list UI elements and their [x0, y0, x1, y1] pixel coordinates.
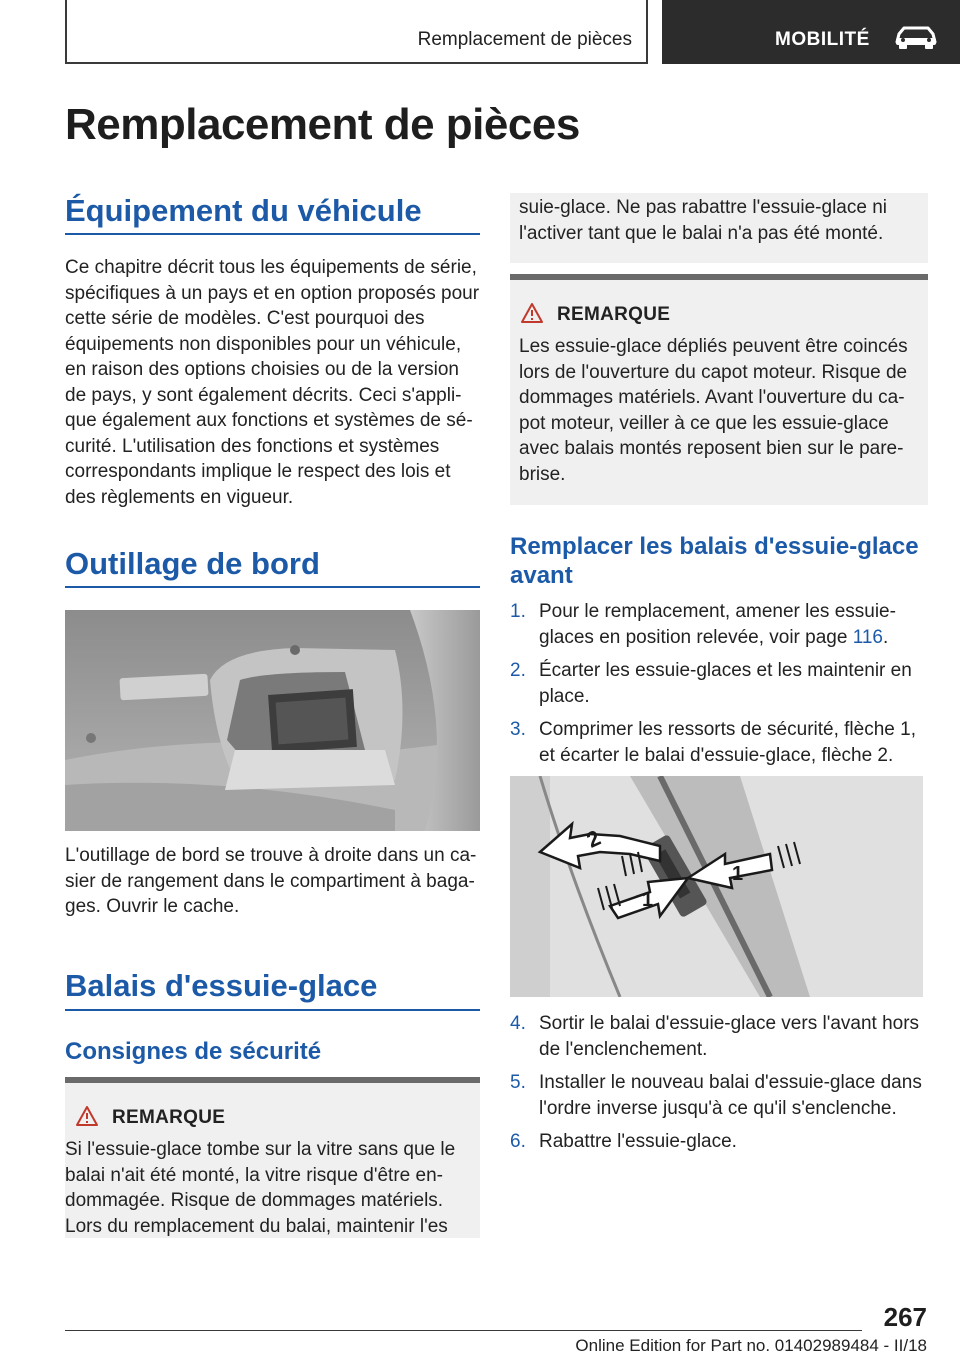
- header-chapter-tab[interactable]: [662, 0, 960, 64]
- step-number: 1.: [510, 601, 526, 622]
- list-item: [510, 658, 928, 709]
- steps-list-a: [510, 599, 928, 768]
- page-title: Remplacement de pièces: [65, 100, 580, 149]
- note-label: REMARQUE: [112, 1107, 226, 1128]
- list-item: [510, 599, 928, 650]
- heading-equipement: Équipement du véhicule: [65, 193, 422, 228]
- note-text: Les essuie-glace dépliés peuvent être coincés lors de l'ouverture du capot moteur. Risque de dommages matériels. Avant l'ouverture du capot moteur, veiller à ce que les essuie-glace avec balais montés reposent bien sur le pare-brise.: [519, 336, 908, 485]
- heading-consignes: Consignes de sécurité: [65, 1038, 322, 1065]
- step-number: 6.: [510, 1131, 526, 1152]
- page-number: 267: [883, 1302, 927, 1332]
- page-link[interactable]: 116: [852, 626, 883, 648]
- arrow-label: 2: [582, 824, 605, 853]
- warning-icon: [520, 302, 544, 324]
- note-box: [65, 1083, 480, 1238]
- step-text: Rabattre l'essuie-glace.: [539, 1131, 737, 1152]
- step-number: 2.: [510, 660, 526, 681]
- step-number: 4.: [510, 1013, 526, 1034]
- list-item: [510, 717, 928, 768]
- step-number: 3.: [510, 719, 526, 740]
- wiper-figure: [510, 776, 923, 997]
- car-icon: [894, 24, 938, 50]
- step-text-end: .: [883, 626, 889, 648]
- header-section-box: [65, 0, 648, 64]
- step-number: 5.: [510, 1072, 526, 1093]
- footer-edition: Online Edition for Part no. 01402989484 - II/18: [575, 1336, 927, 1355]
- heading-rule: [65, 1009, 480, 1011]
- note-text: Si l'essuie-glace tombe sur la vitre sans que le balai n'ait été monté, la vitre risque d'être endommagée. Risque de dommages matériels. Lors du remplacement du balai, maintenir l'es: [65, 1139, 456, 1237]
- step-text: Comprimer les ressorts de sécurité, flèche 1, et écarter le balai d'essuie-glace, flèche 2.: [539, 719, 916, 766]
- step-text: Sortir le balai d'essuie-glace vers l'avant hors de l'enclenchement.: [539, 1013, 920, 1060]
- note-box: [510, 280, 928, 505]
- heading-balais: Balais d'essuie-glace: [65, 968, 378, 1003]
- step-text: Écarter les essuie-glaces et les maintenir en place.: [539, 660, 912, 707]
- step-text: Pour le remplacement, amener les essuie-glaces en position relevée, voir page: [539, 601, 896, 648]
- step-text: Installer le nouveau balai d'essuie-glace dans l'ordre inverse jusqu'à ce qu'il s'enclenche.: [539, 1072, 922, 1119]
- arrow-label: 1: [642, 889, 654, 911]
- header-chapter-label: MOBILITÉ: [775, 29, 870, 50]
- steps-list-b: [510, 1011, 928, 1155]
- warning-icon: [75, 1105, 99, 1127]
- heading-remplacer: Remplacer les balais d'essuie-glace avant: [510, 533, 919, 589]
- heading-rule: [65, 233, 480, 235]
- note-text-continued: suie-glace. Ne pas rabattre l'essuie-glace ni l'activer tant que le balai n'a pas été monté.: [519, 197, 887, 244]
- toolkit-photo: [65, 610, 480, 831]
- heading-outillage: Outillage de bord: [65, 546, 320, 581]
- list-item: [510, 1129, 928, 1155]
- equipement-text: Ce chapitre décrit tous les équipements de série, spécifiques à un pays et en option proposés pour cette série de modèles. C'est pourquoi des équipements non disponibles pour un véhicule, en raison des options choisies ou de la version de pays, y sont également décrits. Ceci s'applique également aux fonctions et systèmes de sécurité. L'utilisation des fonctions et systèmes correspondants implique le respect des lois et des règlements en vigueur.: [65, 257, 480, 508]
- header-section-title: Remplacement de pièces: [417, 29, 632, 50]
- note-label: REMARQUE: [557, 304, 671, 325]
- note-box-continued: [510, 193, 928, 263]
- arrow-label: 1: [732, 863, 744, 885]
- list-item: [510, 1070, 928, 1121]
- footer-rule: [65, 1330, 862, 1331]
- heading-rule: [65, 586, 480, 588]
- outillage-text: L'outillage de bord se trouve à droite dans un casier de rangement dans le compartiment à bagages. Ouvrir le cache.: [65, 845, 477, 917]
- list-item: [510, 1011, 928, 1062]
